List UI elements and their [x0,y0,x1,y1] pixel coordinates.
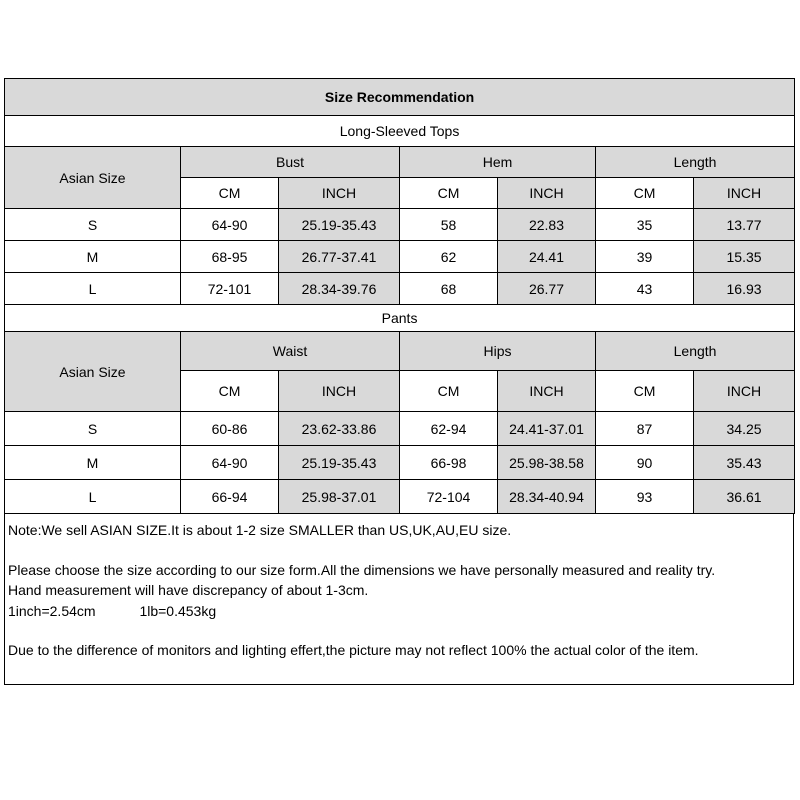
tops-group-header: Length [596,147,795,178]
pants-unit-header: CM [400,371,498,412]
table-row [5,480,795,514]
value-cell: 90 [596,446,694,480]
pants-unit-header: INCH [498,371,596,412]
chart-title: Size Recommendation [5,79,795,116]
value-cell: 25.98-37.01 [279,480,400,514]
value-cell: 25.19-35.43 [279,209,400,241]
size-table [4,78,795,514]
tops-section-title: Long-Sleeved Tops [5,116,795,147]
tops-group-header: Hem [400,147,596,178]
pants-unit-header: INCH [279,371,400,412]
tops-unit-header: INCH [694,178,795,209]
value-cell: 87 [596,412,694,446]
tops-unit-header: INCH [498,178,596,209]
value-cell: 25.98-38.58 [498,446,596,480]
size-cell: L [5,480,181,514]
size-notes [4,514,794,685]
note-measurement: Please choose the size according to our size form.All the dimensions we have personally measured and reality try. [8,562,716,578]
value-cell: 24.41-37.01 [498,412,596,446]
value-cell: 22.83 [498,209,596,241]
value-cell: 68-95 [181,241,279,273]
table-row [5,273,795,305]
size-cell: M [5,446,181,480]
note-discrepancy: Hand measurement will have discrepancy of about 1-3cm. [8,582,369,598]
pants-group-header: Length [596,332,795,371]
size-cell: S [5,209,181,241]
inch-conversion: 1inch=2.54cm [8,603,96,619]
value-cell: 66-98 [400,446,498,480]
value-cell: 39 [596,241,694,273]
value-cell: 28.34-40.94 [498,480,596,514]
table-row [5,209,795,241]
size-chart-sheet [4,78,794,685]
tops-unit-header: CM [181,178,279,209]
value-cell: 64-90 [181,209,279,241]
value-cell: 13.77 [694,209,795,241]
size-cell: M [5,241,181,273]
tops-size-header: Asian Size [5,147,181,209]
size-cell: L [5,273,181,305]
value-cell: 66-94 [181,480,279,514]
value-cell: 26.77-37.41 [279,241,400,273]
pants-unit-header: INCH [694,371,795,412]
pants-unit-header: CM [181,371,279,412]
value-cell: 25.19-35.43 [279,446,400,480]
pants-section-title: Pants [5,305,795,332]
value-cell: 72-104 [400,480,498,514]
value-cell: 60-86 [181,412,279,446]
value-cell: 24.41 [498,241,596,273]
value-cell: 36.61 [694,480,795,514]
value-cell: 62 [400,241,498,273]
value-cell: 34.25 [694,412,795,446]
value-cell: 58 [400,209,498,241]
tops-unit-header: CM [596,178,694,209]
tops-unit-header: INCH [279,178,400,209]
value-cell: 26.77 [498,273,596,305]
lb-conversion: 1lb=0.453kg [139,603,217,619]
note-asian-size: Note:We sell ASIAN SIZE.It is about 1-2 size SMALLER than US,UK,AU,EU size. [8,522,512,538]
tops-group-header: Bust [181,147,400,178]
value-cell: 43 [596,273,694,305]
value-cell: 15.35 [694,241,795,273]
value-cell: 23.62-33.86 [279,412,400,446]
note-unit-conversion [8,601,216,621]
value-cell: 93 [596,480,694,514]
value-cell: 28.34-39.76 [279,273,400,305]
pants-group-header: Hips [400,332,596,371]
table-row [5,412,795,446]
note-color-disclaimer: Due to the difference of monitors and lighting effert,the picture may not reflect 100% the actual color of the item. [8,642,699,658]
value-cell: 64-90 [181,446,279,480]
size-cell: S [5,412,181,446]
tops-unit-header: CM [400,178,498,209]
value-cell: 35.43 [694,446,795,480]
pants-unit-header: CM [596,371,694,412]
pants-size-header: Asian Size [5,332,181,412]
value-cell: 62-94 [400,412,498,446]
pants-group-header: Waist [181,332,400,371]
value-cell: 16.93 [694,273,795,305]
value-cell: 68 [400,273,498,305]
value-cell: 72-101 [181,273,279,305]
table-row [5,446,795,480]
value-cell: 35 [596,209,694,241]
table-row [5,241,795,273]
